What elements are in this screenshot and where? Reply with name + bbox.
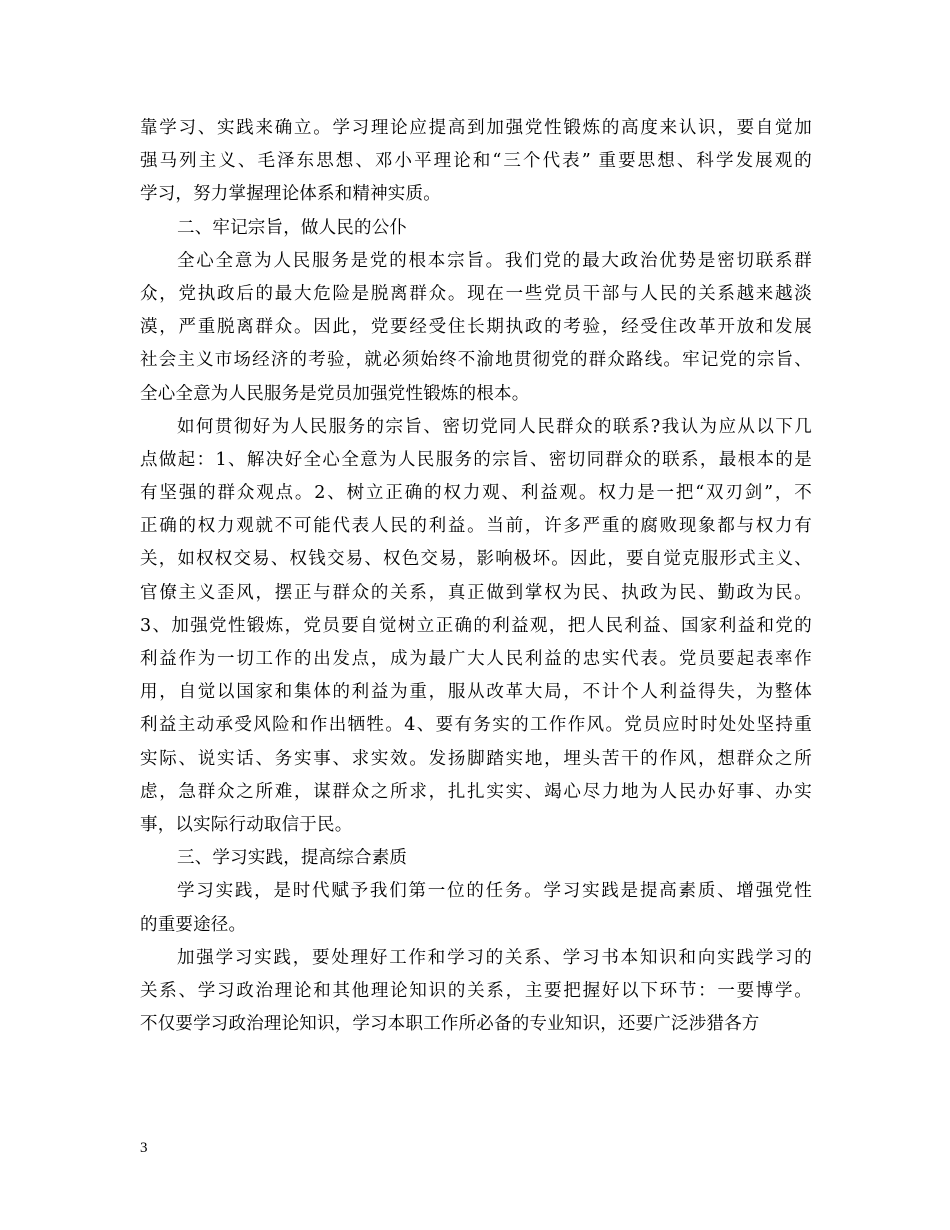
text-line: 关系、学习政治理论和其他理论知识的关系，主要把握好以下环节：一要博学。 — [140, 980, 812, 1001]
paragraph — [140, 875, 812, 941]
text-line: 有坚强的群众观点。2、树立正确的权力观、利益观。权力是一把“双刃剑”，不 — [140, 483, 812, 504]
section-heading — [140, 212, 812, 245]
text-line: 靠学习、实践来确立。学习理论应提高到加强党性锻炼的高度来认识，要自觉加 — [140, 118, 812, 138]
text-line: 的重要途径。 — [140, 914, 247, 935]
text-line: 全心全意为人民服务是党的根本宗旨。我们党的最大政治优势是密切联系群 — [177, 250, 812, 271]
text-line: 不仅要学习政治理论知识，学习本职工作所必备的专业知识，还要广泛涉猎各方 — [140, 1014, 760, 1035]
text-line: 官僚主义歪风，摆正与群众的关系，真正做到掌权为民、执政为民、勤政为民。 — [140, 582, 812, 603]
paragraph — [140, 245, 812, 411]
text-line: 学习，努力掌握理论体系和精神实质。 — [140, 184, 441, 205]
paragraph — [140, 112, 812, 212]
text-line: 事，以实际行动取信于民。 — [140, 814, 353, 835]
text-line: 漠，严重脱离群众。因此，党要经受住长期执政的考验，经受住改革开放和发展 — [140, 317, 812, 338]
text-line: 3、加强党性锻炼，党员要自觉树立正确的利益观，把人民利益、国家利益和党的 — [140, 615, 812, 636]
heading-text: 三、学习实践，提高综合素质 — [177, 848, 408, 869]
text-line: 全心全意为人民服务是党员加强党性锻炼的根本。 — [140, 383, 530, 404]
text-line: 社会主义市场经济的考验，就必须始终不渝地贯彻党的群众路线。牢记党的宗旨、 — [140, 350, 812, 371]
text-line: 利益主动承受风险和作出牺牲。4、要有务实的工作作风。党员应时时处处坚持重 — [140, 715, 812, 736]
text-line: 实际、说实话、务实事、求实效。发扬脚踏实地，埋头苦干的作风，想群众之所 — [140, 748, 812, 769]
text-line: 用，自觉以国家和集体的利益为重，服从改革大局，不计个人利益得失，为整体 — [140, 682, 812, 703]
text-line: 众，党执政后的最大危险是脱离群众。现在一些党员干部与人民的关系越来越淡 — [140, 283, 812, 304]
text-line: 强马列主义、毛泽东思想、邓小平理论和“三个代表” 重要思想、科学发展观的 — [140, 151, 812, 172]
text-line: 关，如权权交易、权钱交易、权色交易，影响极坏。因此，要自觉克服形式主义、 — [140, 549, 812, 570]
text-line: 如何贯彻好为人民服务的宗旨、密切党同人民群众的联系?我认为应从以下几 — [177, 416, 812, 437]
text-line: 加强学习实践，要处理好工作和学习的关系、学习书本知识和向实践学习的 — [177, 947, 812, 968]
page-number: 3 — [140, 1140, 148, 1156]
heading-text: 二、牢记宗旨，做人民的公仆 — [177, 217, 408, 238]
document-body — [140, 112, 812, 1041]
text-line: 利益作为一切工作的出发点，成为最广大人民利益的忠实代表。党员要起表率作 — [140, 649, 812, 669]
paragraph — [140, 411, 812, 842]
text-line: 学习实践，是时代赋予我们第一位的任务。学习实践是提高素质、增强党性 — [177, 881, 812, 902]
section-heading — [140, 842, 812, 875]
text-line: 虑，急群众之所难，谋群众之所求，扎扎实实、竭心尽力地为人民办好事、办实 — [140, 781, 812, 802]
paragraph — [140, 942, 812, 1042]
text-line: 点做起：1、解决好全心全意为人民服务的宗旨、密切同群众的联系，最根本的是 — [140, 449, 812, 470]
text-line: 正确的权力观就不可能代表人民的利益。当前，许多严重的腐败现象都与权力有 — [140, 516, 812, 537]
